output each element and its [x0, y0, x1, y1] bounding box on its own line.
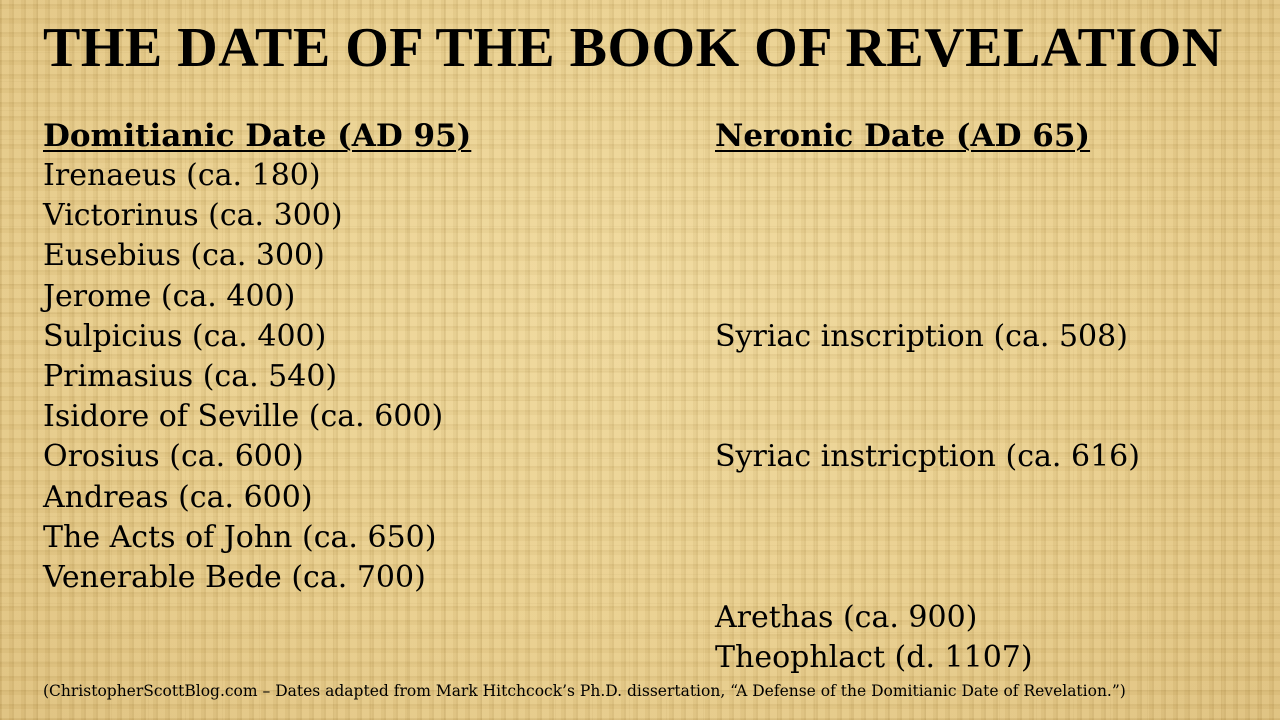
neronic-entry: Syriac inscription (ca. 508) [715, 318, 1128, 354]
neronic-entry: Syriac instricption (ca. 616) [715, 439, 1140, 475]
neronic-entry [715, 156, 1255, 196]
domitianic-column [43, 116, 683, 678]
domitianic-entry: Andreas (ca. 600) [43, 479, 313, 515]
domitianic-entry [43, 598, 683, 638]
domitianic-entry: Orosius (ca. 600) [43, 439, 304, 475]
domitianic-heading: Domitianic Date (AD 95) [43, 118, 472, 154]
neronic-entry [715, 196, 1255, 236]
neronic-entry [715, 357, 1255, 397]
source-footnote: (ChristopherScottBlog.com – Dates adapted from Mark Hitchcock’s Ph.D. dissertation, “A Defense of the Domitianic Date of Revelation.”) [43, 682, 1126, 700]
neronic-entry [715, 277, 1255, 317]
domitianic-entry: Victorinus (ca. 300) [43, 198, 343, 234]
domitianic-entry: Irenaeus (ca. 180) [43, 158, 321, 193]
domitianic-entry: Sulpicius (ca. 400) [43, 318, 327, 354]
neronic-entry [715, 397, 1255, 437]
domitianic-entry: Primasius (ca. 540) [43, 358, 338, 394]
domitianic-entry: Venerable Bede (ca. 700) [43, 559, 426, 595]
neronic-entry: Arethas (ca. 900) [715, 600, 978, 636]
neronic-entry: Theophlact (d. 1107) [715, 640, 1033, 676]
slide-title: THE DATE OF THE BOOK OF REVELATION [43, 17, 1223, 79]
neronic-entry [715, 518, 1255, 558]
neronic-column [715, 116, 1255, 678]
neronic-entry [715, 478, 1255, 518]
domitianic-entry: Jerome (ca. 400) [43, 278, 296, 314]
domitianic-entry: Isidore of Seville (ca. 600) [43, 399, 444, 435]
domitianic-entry: Eusebius (ca. 300) [43, 238, 325, 274]
neronic-entry [715, 558, 1255, 598]
domitianic-entry [43, 638, 683, 678]
neronic-heading: Neronic Date (AD 65) [715, 118, 1091, 154]
domitianic-entry: The Acts of John (ca. 650) [43, 519, 437, 555]
neronic-entry [715, 236, 1255, 276]
